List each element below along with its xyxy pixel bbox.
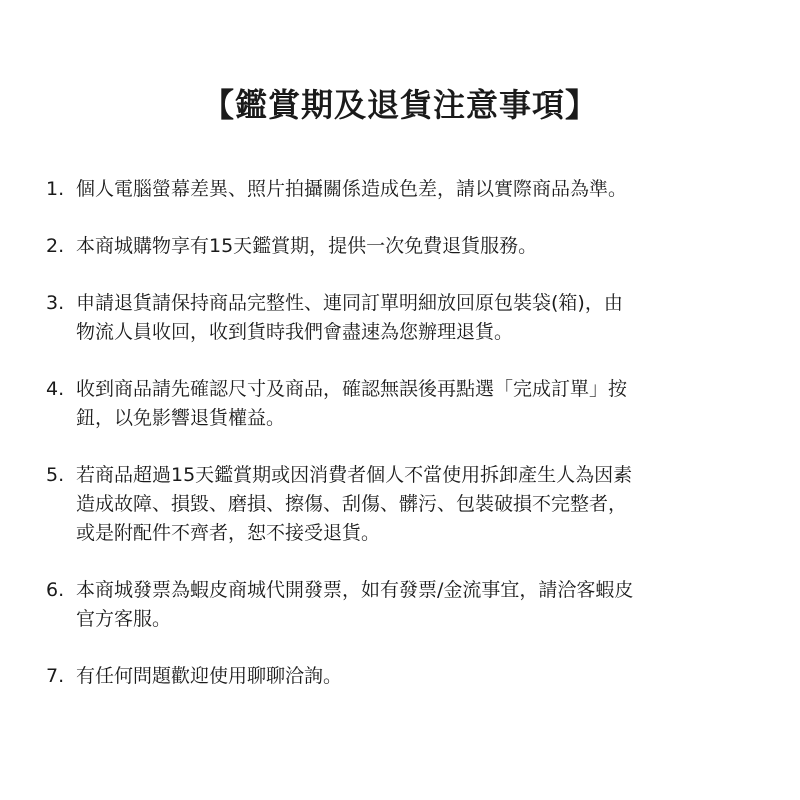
- list-item: [46, 175, 766, 204]
- item-line: 收到商品請先確認尺寸及商品，確認無誤後再點選「完成訂單」按: [76, 378, 628, 400]
- item-text: [76, 232, 766, 261]
- item-line: 個人電腦螢幕差異、照片拍攝關係造成色差，請以實際商品為準。: [76, 178, 628, 200]
- item-number: 2.: [46, 235, 65, 257]
- item-number: 7.: [46, 665, 65, 687]
- item-number: 1.: [46, 178, 65, 200]
- list-item: [46, 375, 766, 433]
- list-item: [46, 232, 766, 261]
- item-line: 有任何問題歡迎使用聊聊洽詢。: [76, 665, 343, 687]
- item-line: 鈕，以免影響退貨權益。: [76, 407, 286, 429]
- list-item: [46, 289, 766, 347]
- item-line: 或是附配件不齊者，恕不接受退貨。: [76, 522, 381, 544]
- list-item: [46, 662, 766, 691]
- item-number: 3.: [46, 292, 65, 314]
- item-line: 本商城購物享有15天鑑賞期，提供一次免費退貨服務。: [76, 235, 538, 257]
- item-line: 造成故障、損毀、磨損、擦傷、刮傷、髒污、包裝破損不完整者，: [76, 493, 628, 515]
- item-number: 5.: [46, 464, 65, 486]
- item-text: [76, 175, 766, 204]
- notice-list: [46, 175, 766, 719]
- item-text: [76, 289, 766, 347]
- item-line: 若商品超過15天鑑賞期或因消費者個人不當使用拆卸產生人為因素: [76, 464, 633, 486]
- item-line: 本商城發票為蝦皮商城代開發票，如有發票/金流事宜，請洽客蝦皮: [76, 579, 634, 601]
- item-text: [76, 662, 766, 691]
- item-number: 6.: [46, 579, 65, 601]
- item-line: 申請退貨請保持商品完整性、連同訂單明細放回原包裝袋(箱)，由: [76, 292, 623, 314]
- item-line: 物流人員收回，收到貨時我們會盡速為您辦理退貨。: [76, 321, 514, 343]
- list-item: [46, 461, 766, 548]
- list-item: [46, 576, 766, 634]
- page-title: 【鑑賞期及退貨注意事項】: [201, 86, 598, 125]
- item-line: 官方客服。: [76, 608, 172, 630]
- item-text: [76, 576, 766, 634]
- item-number: 4.: [46, 378, 65, 400]
- item-text: [76, 461, 766, 548]
- item-text: [76, 375, 766, 433]
